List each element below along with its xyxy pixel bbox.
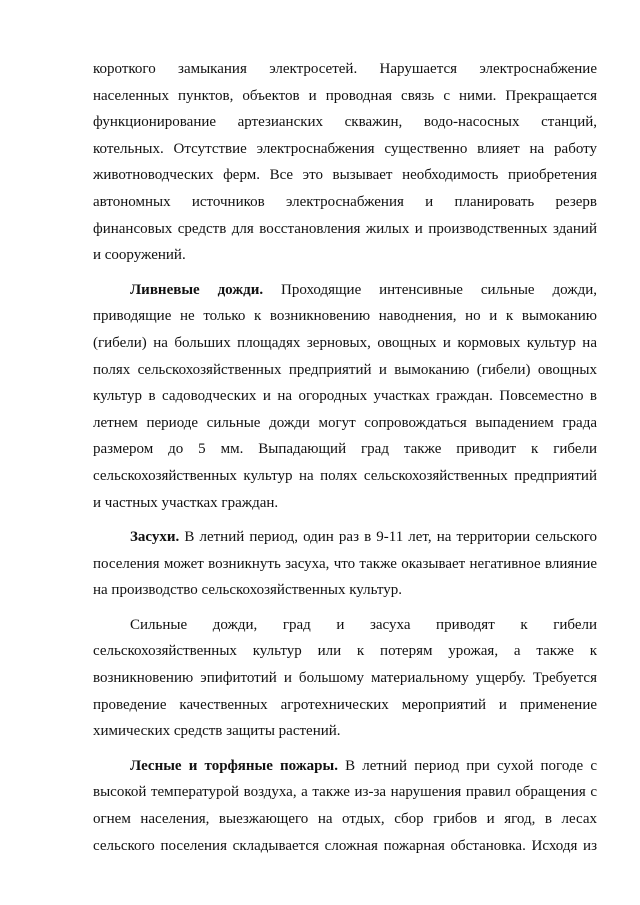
document-page: [93, 56, 597, 867]
paragraph-power-outage: [93, 56, 597, 269]
text-run: Проходящие интенсивные сильные дожди,: [281, 281, 597, 298]
text-line: приводящие не только к возникновению наводнения, но и к вымоканию: [93, 308, 597, 325]
text-line: и сооружений.: [93, 247, 186, 264]
text-line: Сильные дожди, град и засуха приводят к гибели: [130, 616, 597, 633]
text-line: животноводческих ферм. Все это вызывает необходимость приобретения: [93, 167, 597, 184]
text-line: полях сельскохозяйственных предприятий и вымоканию (гибели) овощных: [93, 361, 597, 378]
text-line: населенных пунктов, объектов и проводная связь с ними. Прекращается: [93, 87, 597, 104]
text-run: В летний период, один раз в 9-11 лет, на территории сельского: [184, 529, 597, 546]
text-line: летнем периоде сильные дожди могут сопровождаться выпадением града: [93, 414, 597, 431]
text-line: огнем населения, выезжающего на отдых, сбор грибов и ягод, в лесах: [93, 811, 597, 828]
section-heading-forest-fires: Лесные и торфяные пожары.: [130, 757, 338, 774]
text-line: проведение качественных агротехнических мероприятий и применение: [93, 696, 597, 713]
text-line: высокой температурой воздуха, а также из-за нарушения правил обращения с: [93, 784, 597, 801]
text-line: на производство сельскохозяйственных культур.: [93, 582, 402, 599]
text-line: сельского поселения складывается сложная пожарная обстановка. Исходя из: [93, 837, 597, 854]
text-line: и частных участках граждан.: [93, 494, 279, 511]
text-line: [93, 753, 597, 780]
text-line: [93, 277, 597, 304]
text-line: [93, 524, 597, 551]
paragraph-consequences: [93, 612, 597, 745]
text-line: функционирование артезианских скважин, водо-насосных станций,: [93, 114, 597, 131]
text-line: культур в садоводческих и на огородных участках граждан. Повсеместно в: [93, 388, 597, 405]
text-line: короткого замыкания электросетей. Нарушается электроснабжение: [93, 61, 597, 77]
text-line: сельскохозяйственных культур на полях сельскохозяйственных предприятий: [93, 467, 597, 484]
text-line: сельскохозяйственных культур или к потерям урожая, а также к: [93, 643, 597, 660]
text-line: химических средств защиты растений.: [93, 723, 341, 740]
paragraph-heavy-rains: [93, 277, 597, 516]
text-line: котельных. Отсутствие электроснабжения существенно влияет на работу: [93, 140, 597, 157]
section-heading-heavy-rains: Ливневые дожди.: [130, 281, 264, 298]
text-line: финансовых средств для восстановления жилых и производственных зданий: [93, 220, 597, 237]
text-line: (гибели) на больших площадях зерновых, овощных и кормовых культур на: [93, 334, 597, 351]
paragraph-droughts: [93, 524, 597, 604]
text-line: размером до 5 мм. Выпадающий град также приводит к гибели: [93, 441, 597, 458]
text-line: возникновению эпифитотий и большому материальному ущербу. Требуется: [93, 670, 597, 687]
section-heading-droughts: Засухи.: [130, 529, 180, 546]
paragraph-forest-fires: [93, 753, 597, 859]
text-line: поселения может возникнуть засуха, что также оказывает негативное влияние: [93, 555, 597, 572]
text-run: В летний период при сухой погоде с: [345, 757, 597, 774]
text-line: автономных источников электроснабжения и планировать резерв: [93, 193, 597, 210]
